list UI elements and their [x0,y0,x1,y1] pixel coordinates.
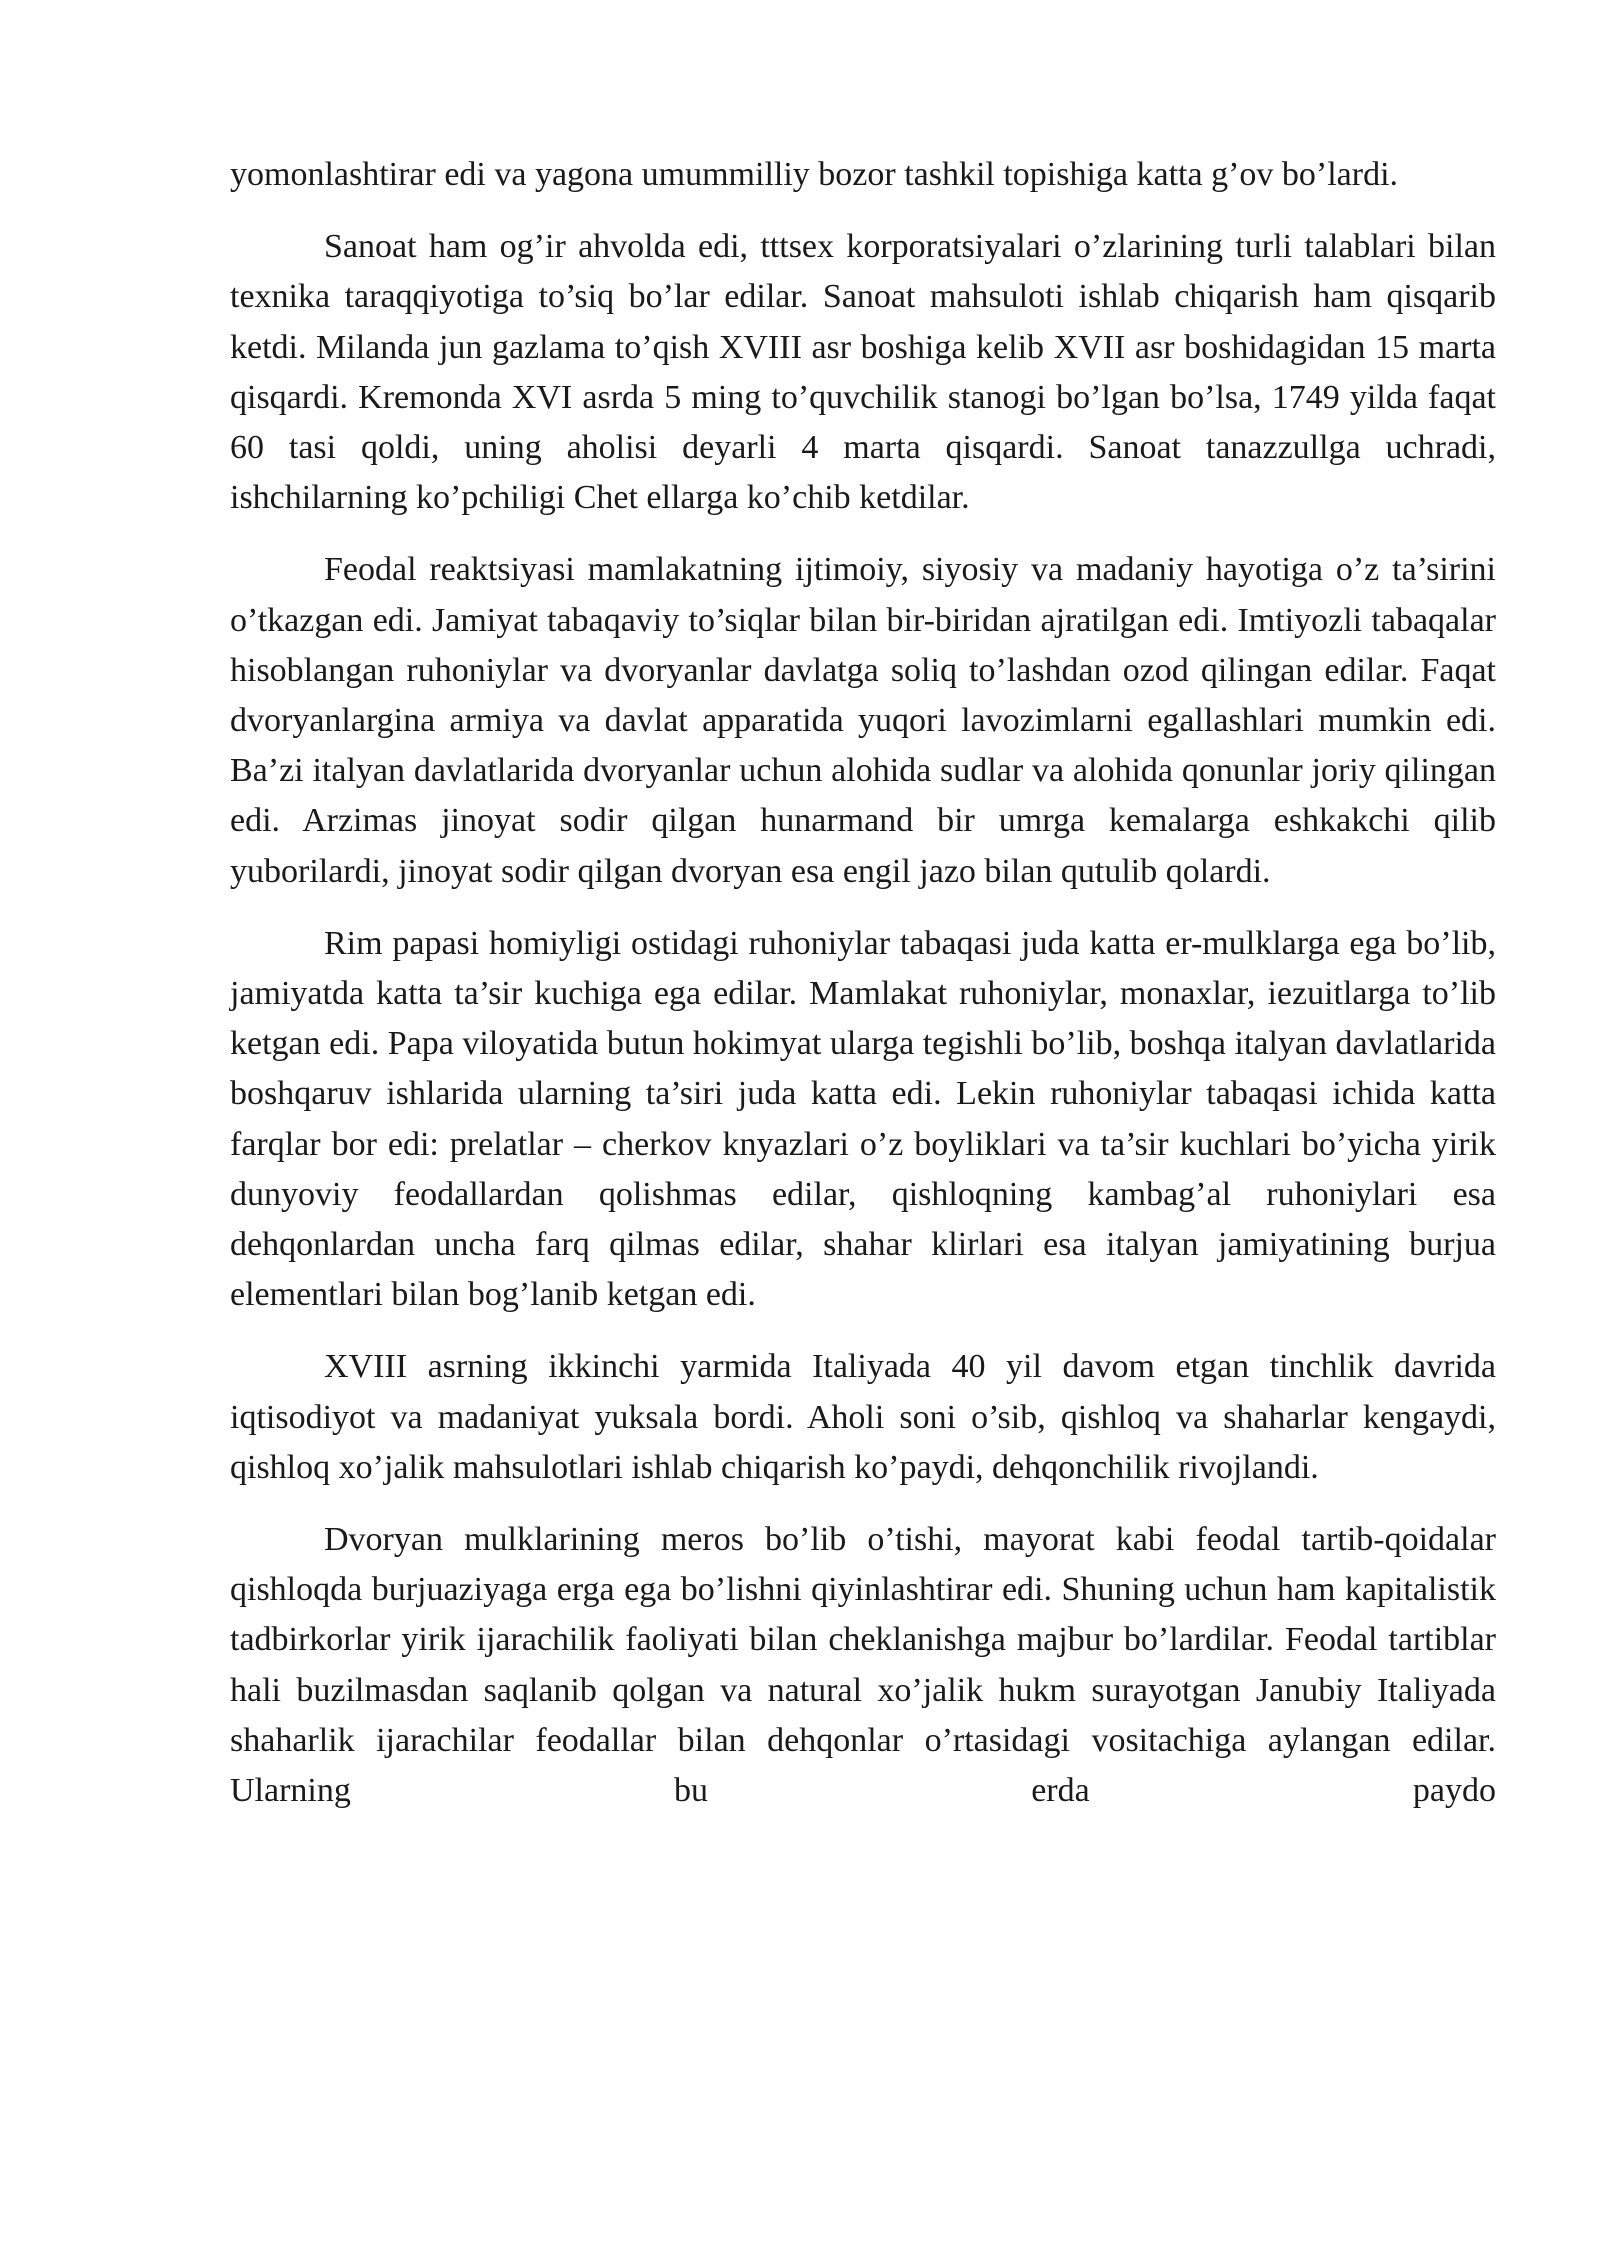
paragraph-3: Feodal reaktsiyasi mamlakatning ijtimoiy, siyosiy va madaniy hayotiga o’z ta’sirini o’tkazgan edi. Jamiyat tabaqaviy to’siqlar bilan bir-biridan ajratilgan edi. Imtiyozli tabaqalar hisoblangan ruhoniylar va dvoryanlar davlatga soliq to’lashdan ozod qilingan edilar. Faqat dvoryanlargina armiya va davlat apparatida yuqori lavozimlarni egallashlari mumkin edi. Ba’zi italyan davlatlarida dvoryanlar uchun alohida sudlar va alohida qonunlar joriy qilingan edi. Arzimas jinoyat sodir qilgan hunarmand bir umrga kemalarga eshkakchi qilib yuborilardi, jinoyat sodir qilgan dvoryan esa engil jazo bilan qutulib qolardi. [230,551,1496,890]
paragraph-6: Dvoryan mulklarining meros bo’lib o’tishi, mayorat kabi feodal tartib-qoidalar qishloqda burjuaziyaga erga ega bo’lishni qiyinlashtirar edi. Shuning uchun ham kapitalistik tadbirkorlar yirik ijarachilik faoliyati bilan cheklanishga majbur bo’lardilar. Feodal tartiblar hali buzilmasdan saqlanib qolgan va natural xo’jalik hukm surayotgan Janubiy Italiyada shaharlik ijarachilar feodallar bilan dehqonlar o’rtasidagi vositachiga aylangan edilar. Ularning bu erda paydo [230,1521,1496,1810]
paragraph-5: XVIII asrning ikkinchi yarmida Italiyada 40 yil davom etgan tinchlik davrida iqtisodiyot va madaniyat yuksala bordi. Aholi soni o’sib, qishloq va shaharlar kengaydi, qishloq xo’jalik mahsulotlari ishlab chiqarish ko’paydi, dehqonchilik rivojlandi. [230,1348,1496,1486]
paragraph-2: Sanoat ham og’ir ahvolda edi, tttsex korporatsiyalari o’zlarining turli talablari bilan texnika taraqqiyotiga to’siq bo’lar edilar. Sanoat mahsuloti ishlab chiqarish ham qisqarib ketdi. Milanda jun gazlama to’qish XVIII asr boshiga kelib XVII asr boshidagidan 15 marta qisqardi. Kremonda XVI asrda 5 ming to’quvchilik stanogi bo’lgan bo’lsa, 1749 yilda faqat 60 tasi qoldi, uning aholisi deyarli 4 marta qisqardi. Sanoat tanazzullga uchradi, ishchilarning ko’pchiligi Chet ellarga ko’chib ketdilar. [230,228,1496,517]
paragraph-4: Rim papasi homiyligi ostidagi ruhoniylar tabaqasi juda katta er-mulklarga ega bo’lib, jamiyatda katta ta’sir kuchiga ega edilar. Mamlakat ruhoniylar, monaxlar, iezuitlarga to’lib ketgan edi. Papa viloyatida butun hokimyat ularga tegishli bo’lib, boshqa italyan davlatlarida boshqaruv ishlarida ularning ta’siri juda katta edi. Lekin ruhoniylar tabaqasi ichida katta farqlar bor edi: prelatlar – cherkov knyazlari o’z boyliklari va ta’sir kuchlari bo’yicha yirik dunyoviy feodallardan qolishmas edilar, qishloqning kambag’al ruhoniylari esa dehqonlardan uncha farq qilmas edilar, shahar klirlari esa italyan jamiyatining burjua elementlari bilan bog’lanib ketgan edi. [230,924,1496,1314]
paragraph-1: yomonlashtirar edi va yagona umummilliy bozor tashkil topishiga katta g’ov bo’lardi. [230,156,1399,193]
document-body [230,150,1496,1816]
